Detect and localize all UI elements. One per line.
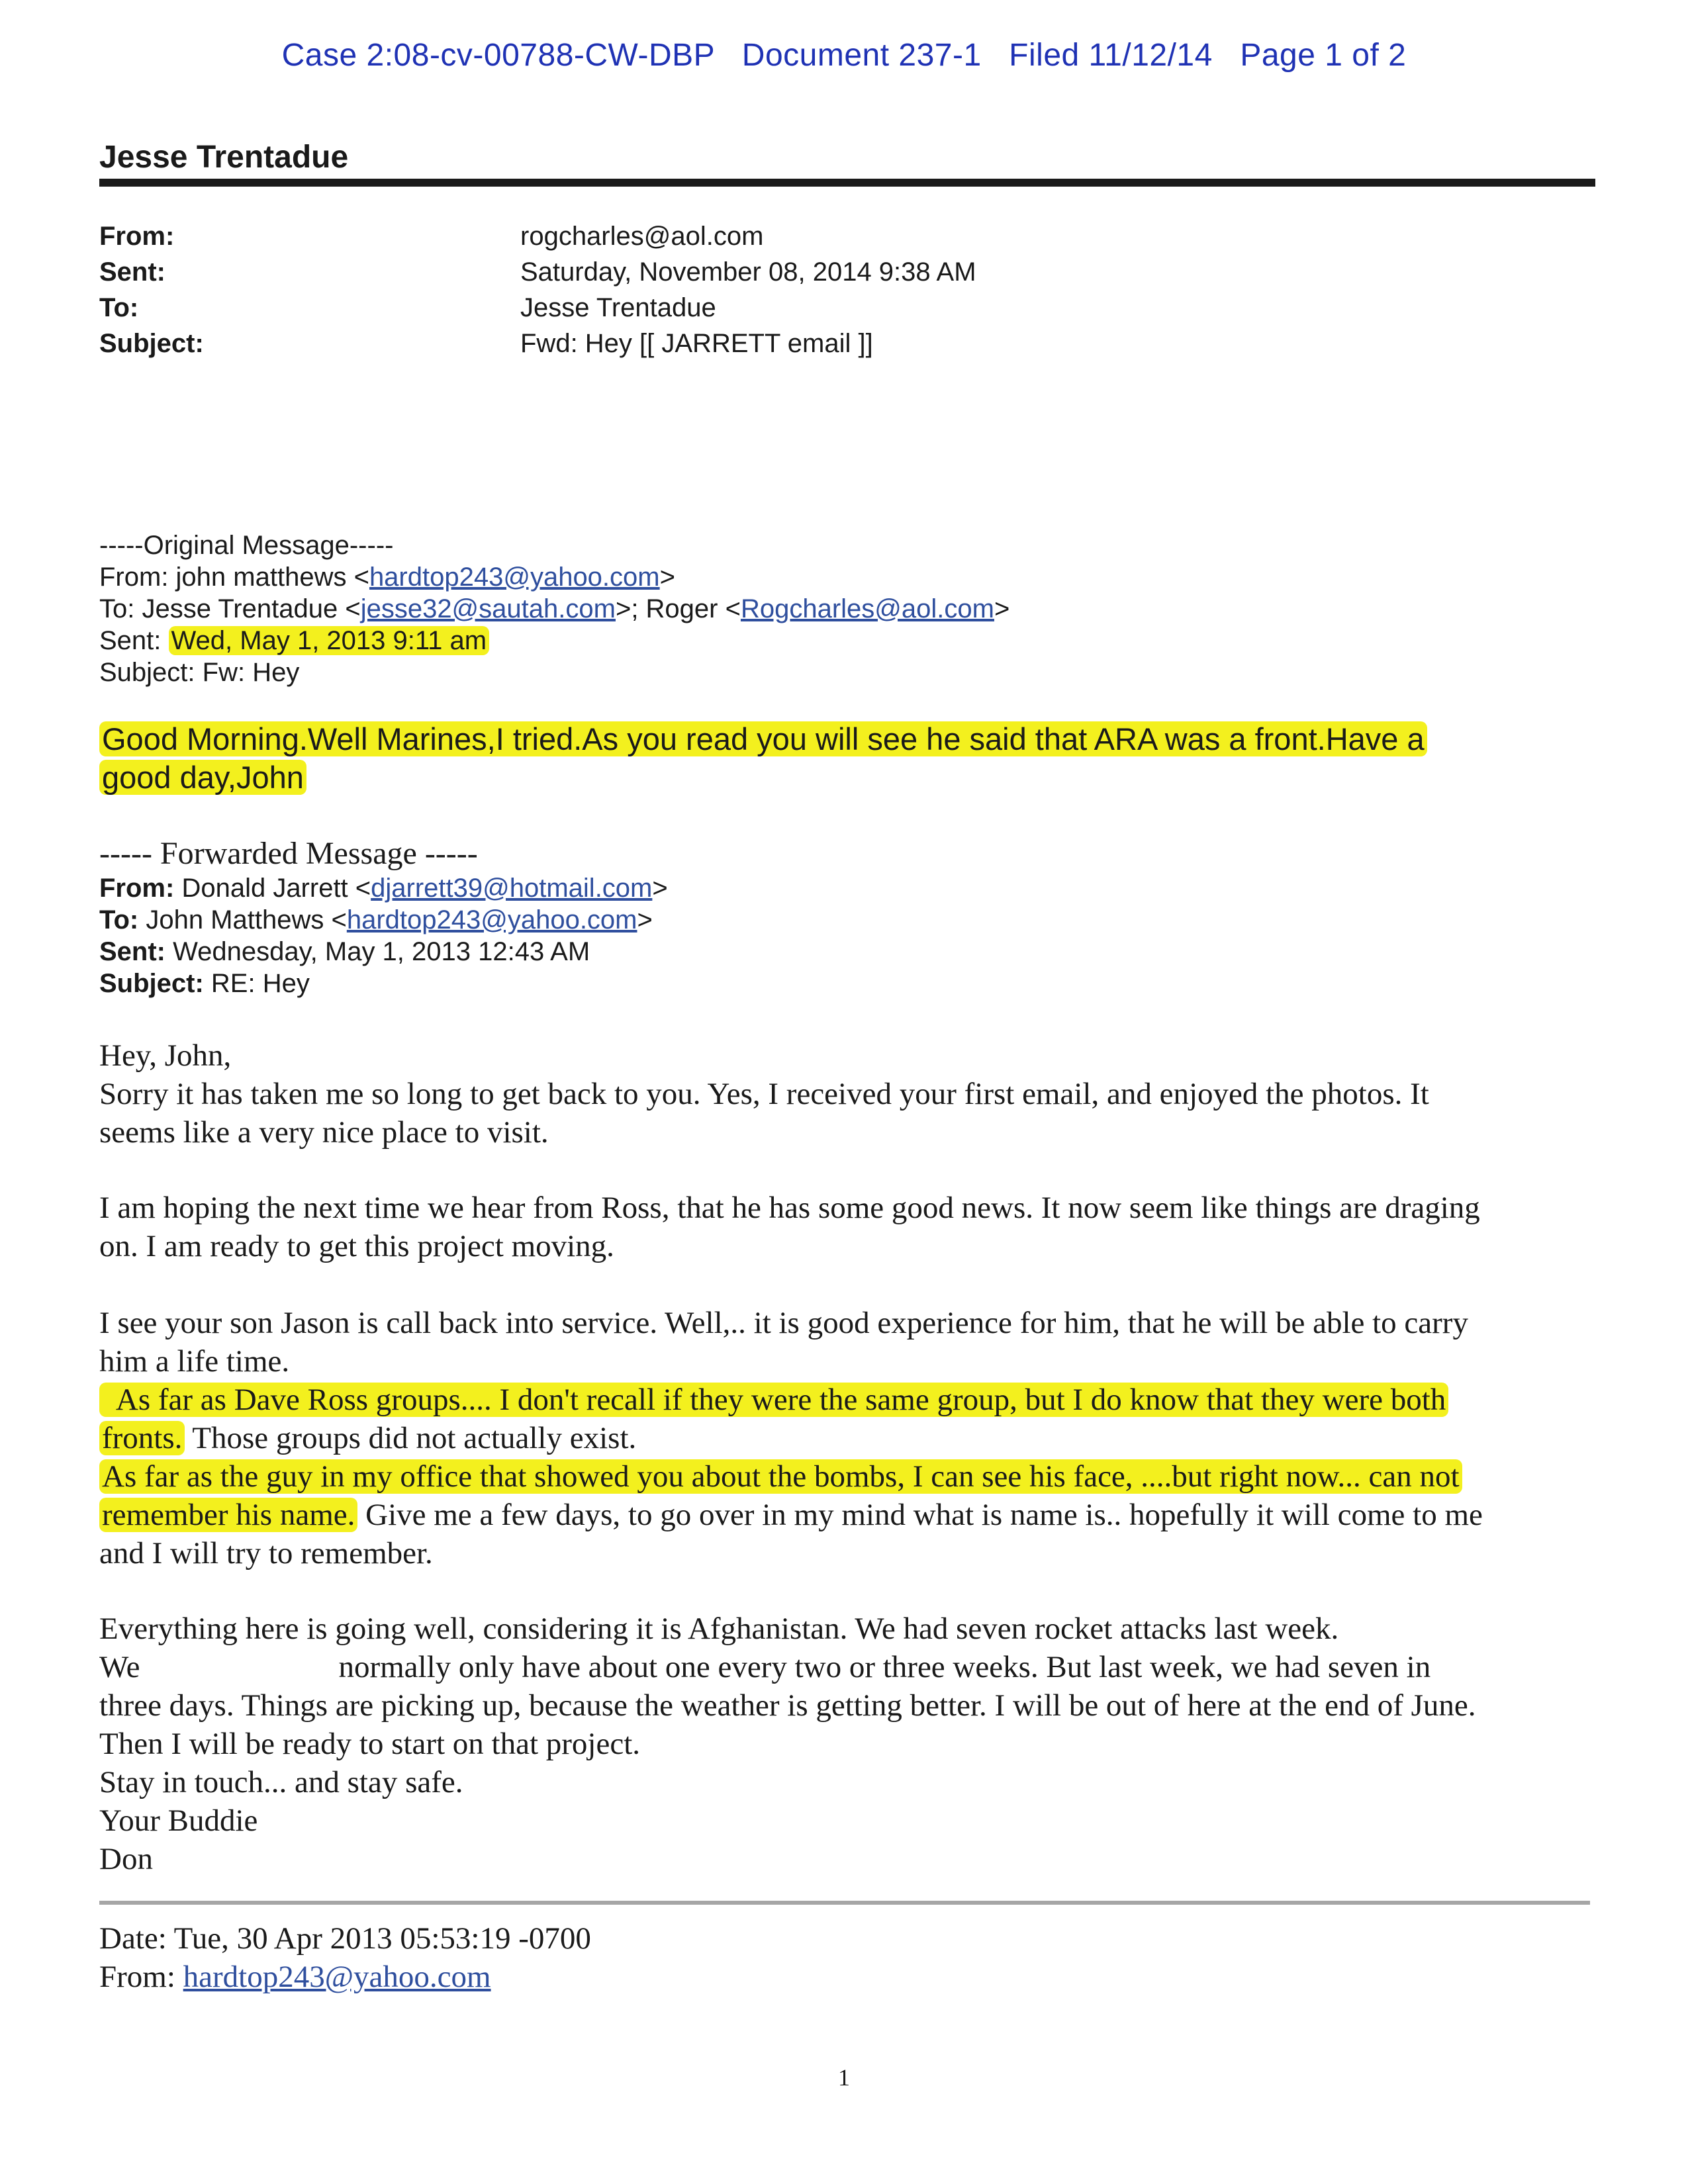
body-line-highlighted bbox=[99, 1381, 1448, 1419]
body-text: Those groups did not actually exist. bbox=[185, 1421, 637, 1455]
forwarded-from-suffix: > bbox=[652, 874, 668, 903]
body-line: I see your son Jason is call back into service. Well,.. it is good experience for him, that he will be able to carry bbox=[99, 1306, 1468, 1340]
original-sent-value-highlighted: Wed, May 1, 2013 9:11 am bbox=[169, 626, 490, 655]
highlighted-text: As far as the guy in my office that showed you about the bombs, I can see his face, ....but right now... can not bbox=[99, 1459, 1462, 1494]
meta-value: Saturday, November 08, 2014 9:38 AM bbox=[520, 257, 976, 287]
original-to-email-link-1[interactable]: jesse32@sautah.com bbox=[360, 594, 616, 623]
highlighted-text: remember his name. bbox=[99, 1498, 357, 1532]
body-text: We bbox=[99, 1650, 140, 1684]
meta-label: Subject: bbox=[99, 329, 204, 358]
body-line: three days. Things are picking up, because the weather is getting better. I will be out of here at the end of June. bbox=[99, 1688, 1476, 1723]
body-line-highlighted bbox=[99, 1457, 1462, 1496]
intro-line-2: good day,John bbox=[99, 760, 306, 795]
meta-value: rogcharles@aol.com bbox=[520, 222, 764, 251]
body-text: normally only have about one every two or three weeks. But last week, we had seven in bbox=[338, 1650, 1431, 1684]
forwarded-to-suffix: > bbox=[637, 905, 653, 934]
original-sent-label: Sent: bbox=[99, 626, 169, 655]
signature: Don bbox=[99, 1842, 153, 1876]
body-line: I am hoping the next time we hear from Ross, that he has some good news. It now seem like things are draging bbox=[99, 1191, 1480, 1225]
message-separator bbox=[99, 1901, 1590, 1905]
forwarded-from-name: Donald Jarrett < bbox=[174, 874, 371, 903]
original-to-prefix: To: Jesse Trentadue < bbox=[99, 594, 361, 623]
body-line: Then I will be ready to start on that project. bbox=[99, 1727, 641, 1761]
intro-line-1: Good Morning.Well Marines,I tried.As you read you will see he said that ARA was a front.Have a bbox=[99, 721, 1427, 756]
body-text: Give me a few days, to go over in my mind what is name is.. hopefully it will come to me bbox=[357, 1498, 1483, 1532]
meta-value: Fwd: Hey [[ JARRETT email ]] bbox=[520, 329, 873, 358]
forwarded-sent-label: Sent: bbox=[99, 937, 165, 966]
body-line: Stay in touch... and stay safe. bbox=[99, 1765, 463, 1799]
body-line: Your Buddie bbox=[99, 1803, 258, 1838]
body-line: seems like a very nice place to visit. bbox=[99, 1115, 549, 1150]
older-message-from-line bbox=[99, 1958, 491, 1996]
original-to-mid: >; Roger < bbox=[615, 594, 741, 623]
older-message-from-email-link[interactable]: hardtop243@yahoo.com bbox=[183, 1960, 491, 1994]
original-from-email-link[interactable]: hardtop243@yahoo.com bbox=[369, 563, 660, 592]
header-rule bbox=[99, 179, 1595, 187]
forwarded-sent-value: Wednesday, May 1, 2013 12:43 AM bbox=[165, 937, 590, 966]
original-from-suffix: > bbox=[659, 563, 675, 592]
forwarded-message-title: ----- Forwarded Message ----- bbox=[99, 836, 478, 871]
original-to-line bbox=[99, 593, 1009, 625]
original-from-prefix: From: john matthews < bbox=[99, 563, 369, 592]
original-to-suffix: > bbox=[994, 594, 1010, 623]
meta-label: From: bbox=[99, 222, 175, 251]
page-number: 1 bbox=[838, 2064, 850, 2091]
body-line: Everything here is going well, considering it is Afghanistan. We had seven rocket attacks last week. bbox=[99, 1612, 1339, 1646]
highlighted-text: As far as Dave Ross groups.... I don't recall if they were the same group, but I do know that they were both bbox=[99, 1383, 1448, 1417]
forwarded-subject-line bbox=[99, 968, 310, 999]
original-subject-line: Subject: Fw: Hey bbox=[99, 658, 300, 687]
older-message-date: Date: Tue, 30 Apr 2013 05:53:19 -0700 bbox=[99, 1921, 591, 1956]
body-line bbox=[99, 1419, 636, 1457]
forwarded-from-line bbox=[99, 872, 668, 904]
meta-label: To: bbox=[99, 293, 139, 322]
meta-label: Sent: bbox=[99, 257, 165, 287]
body-line: Hey, John, bbox=[99, 1038, 232, 1073]
intro-paragraph bbox=[99, 720, 1595, 797]
original-from-line bbox=[99, 561, 675, 593]
original-to-email-link-2[interactable]: Rogcharles@aol.com bbox=[740, 594, 994, 623]
forwarded-subject-label: Subject: bbox=[99, 969, 204, 998]
meta-value: Jesse Trentadue bbox=[520, 293, 716, 322]
body-line: and I will try to remember. bbox=[99, 1536, 433, 1570]
body-line: him a life time. bbox=[99, 1344, 290, 1379]
forwarded-to-name: John Matthews < bbox=[138, 905, 347, 934]
body-line bbox=[99, 1496, 1483, 1534]
forwarded-sent-line bbox=[99, 936, 590, 968]
older-message-from-prefix: From: bbox=[99, 1960, 183, 1994]
forwarded-from-email-link[interactable]: djarrett39@hotmail.com bbox=[371, 874, 653, 903]
body-line: Sorry it has taken me so long to get back to you. Yes, I received your first email, and enjoyed the photos. It bbox=[99, 1077, 1429, 1111]
original-message-divider: -----Original Message----- bbox=[99, 531, 394, 560]
body-line: on. I am ready to get this project moving. bbox=[99, 1229, 614, 1263]
forwarded-to-email-link[interactable]: hardtop243@yahoo.com bbox=[346, 905, 637, 934]
mailbox-owner-name: Jesse Trentadue bbox=[99, 140, 349, 175]
body-line bbox=[99, 1648, 1430, 1686]
forwarded-to-label: To: bbox=[99, 905, 139, 934]
case-header: Case 2:08-cv-00788-CW-DBP Document 237-1 Filed 11/12/14 Page 1 of 2 bbox=[281, 38, 1407, 73]
highlighted-text: fronts. bbox=[99, 1421, 185, 1455]
forwarded-from-label: From: bbox=[99, 874, 175, 903]
forwarded-subject-value: RE: Hey bbox=[203, 969, 310, 998]
forwarded-to-line bbox=[99, 904, 653, 936]
original-sent-line bbox=[99, 625, 489, 657]
